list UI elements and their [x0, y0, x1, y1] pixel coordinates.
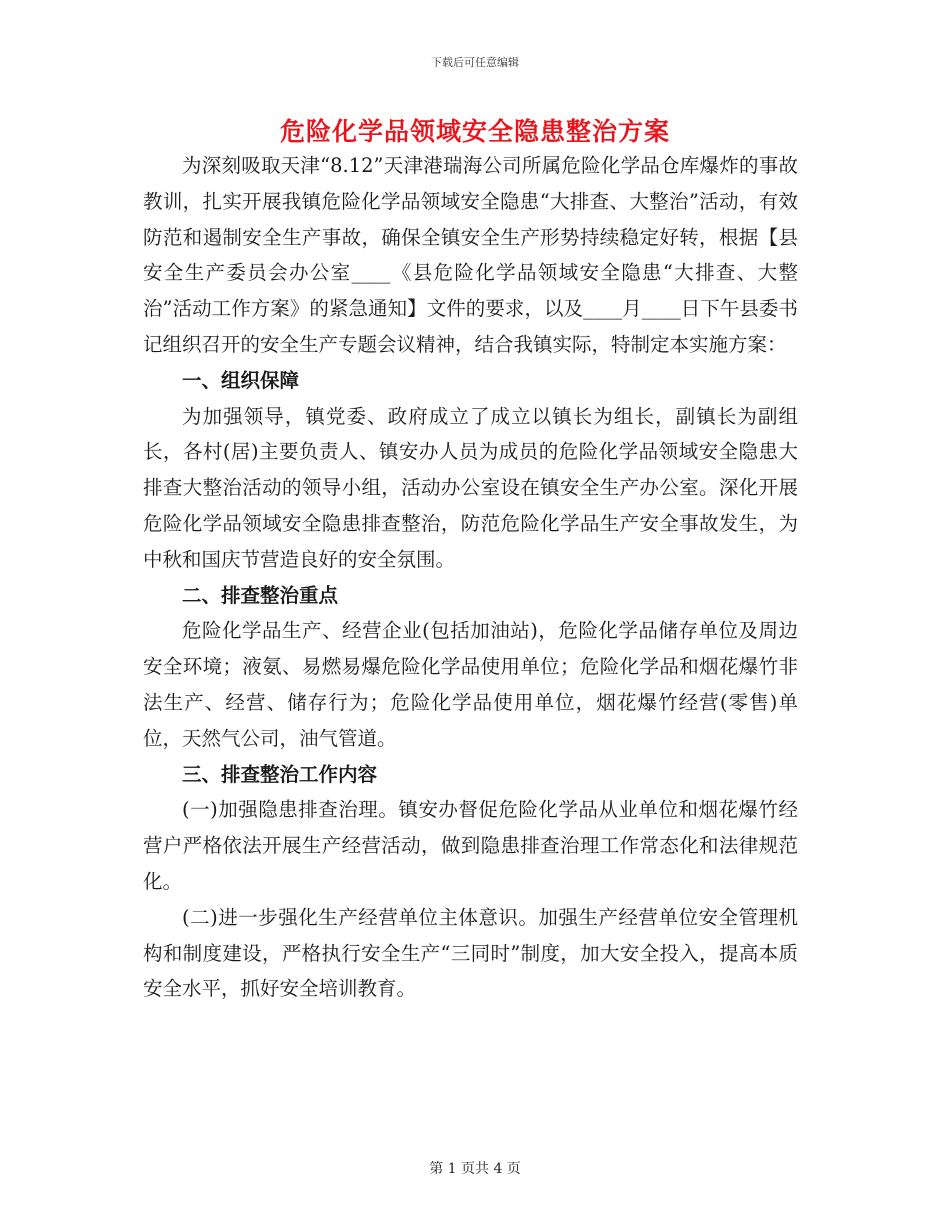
section-heading-focus: 二、排查整治重点 [182, 583, 339, 607]
header-note: 下载后可任意编辑 [431, 56, 519, 69]
section-paragraph: (一)加强隐患排查治理。镇安办督促危险化学品从业单位和烟花爆竹经营户严格依法开展生产经营活动，做到隐患排查治理工作常态化和法律规范化。 [143, 798, 798, 893]
section-paragraph: 为加强领导，镇党委、政府成立了成立以镇长为组长，副镇长为副组长，各村(居)主要负责人、镇安办人员为成员的危险化学品领域安全隐患大排查大整治活动的领导小组，活动办公室设在镇安全生产办公室。深化开展危险化学品领域安全隐患排查整治，防范危险化学品生产安全事故发生，为中秋和国庆节营造良好的安全氛围。 [143, 404, 798, 571]
document-body [143, 148, 798, 1007]
section-heading-content: 三、排查整治工作内容 [182, 762, 378, 786]
section-paragraph: 危险化学品生产、经营企业(包括加油站)，危险化学品储存单位及周边安全环境；液氨、易燃易爆危险化学品使用单位；危险化学品和烟花爆竹非法生产、经营、储存行为；危险化学品使用单位，烟花爆竹经营(零售)单位，天然气公司，油气管道。 [143, 619, 798, 750]
section-heading-organization: 一、组织保障 [182, 368, 300, 392]
section-paragraph: (二)进一步强化生产经营单位主体意识。加强生产经营单位安全管理机构和制度建设，严格执行安全生产“三同时”制度，加大安全投入，提高本质安全水平，抓好安全培训教育。 [143, 905, 798, 1001]
document-title: 危险化学品领域安全隐患整治方案 [279, 117, 670, 146]
page-number-footer: 第 1 页共 4 页 [429, 1161, 521, 1177]
intro-paragraph: 为深刻吸取天津“8.12”天津港瑞海公司所属危险化学品仓库爆炸的事故教训，扎实开展我镇危险化学品领域安全隐患“大排查、大整治”活动，有效防范和遏制安全生产事故，确保全镇安全生产形势持续稳定好转，根据【县安全生产委员会办公室____《县危险化学品领域安全隐患“大排查、大整治”活动工作方案》的紧急通知】文件的要求，以及____月____日下午县委书记组织召开的安全生产专题会议精神，结合我镇实际，特制定本实施方案： [143, 154, 798, 356]
